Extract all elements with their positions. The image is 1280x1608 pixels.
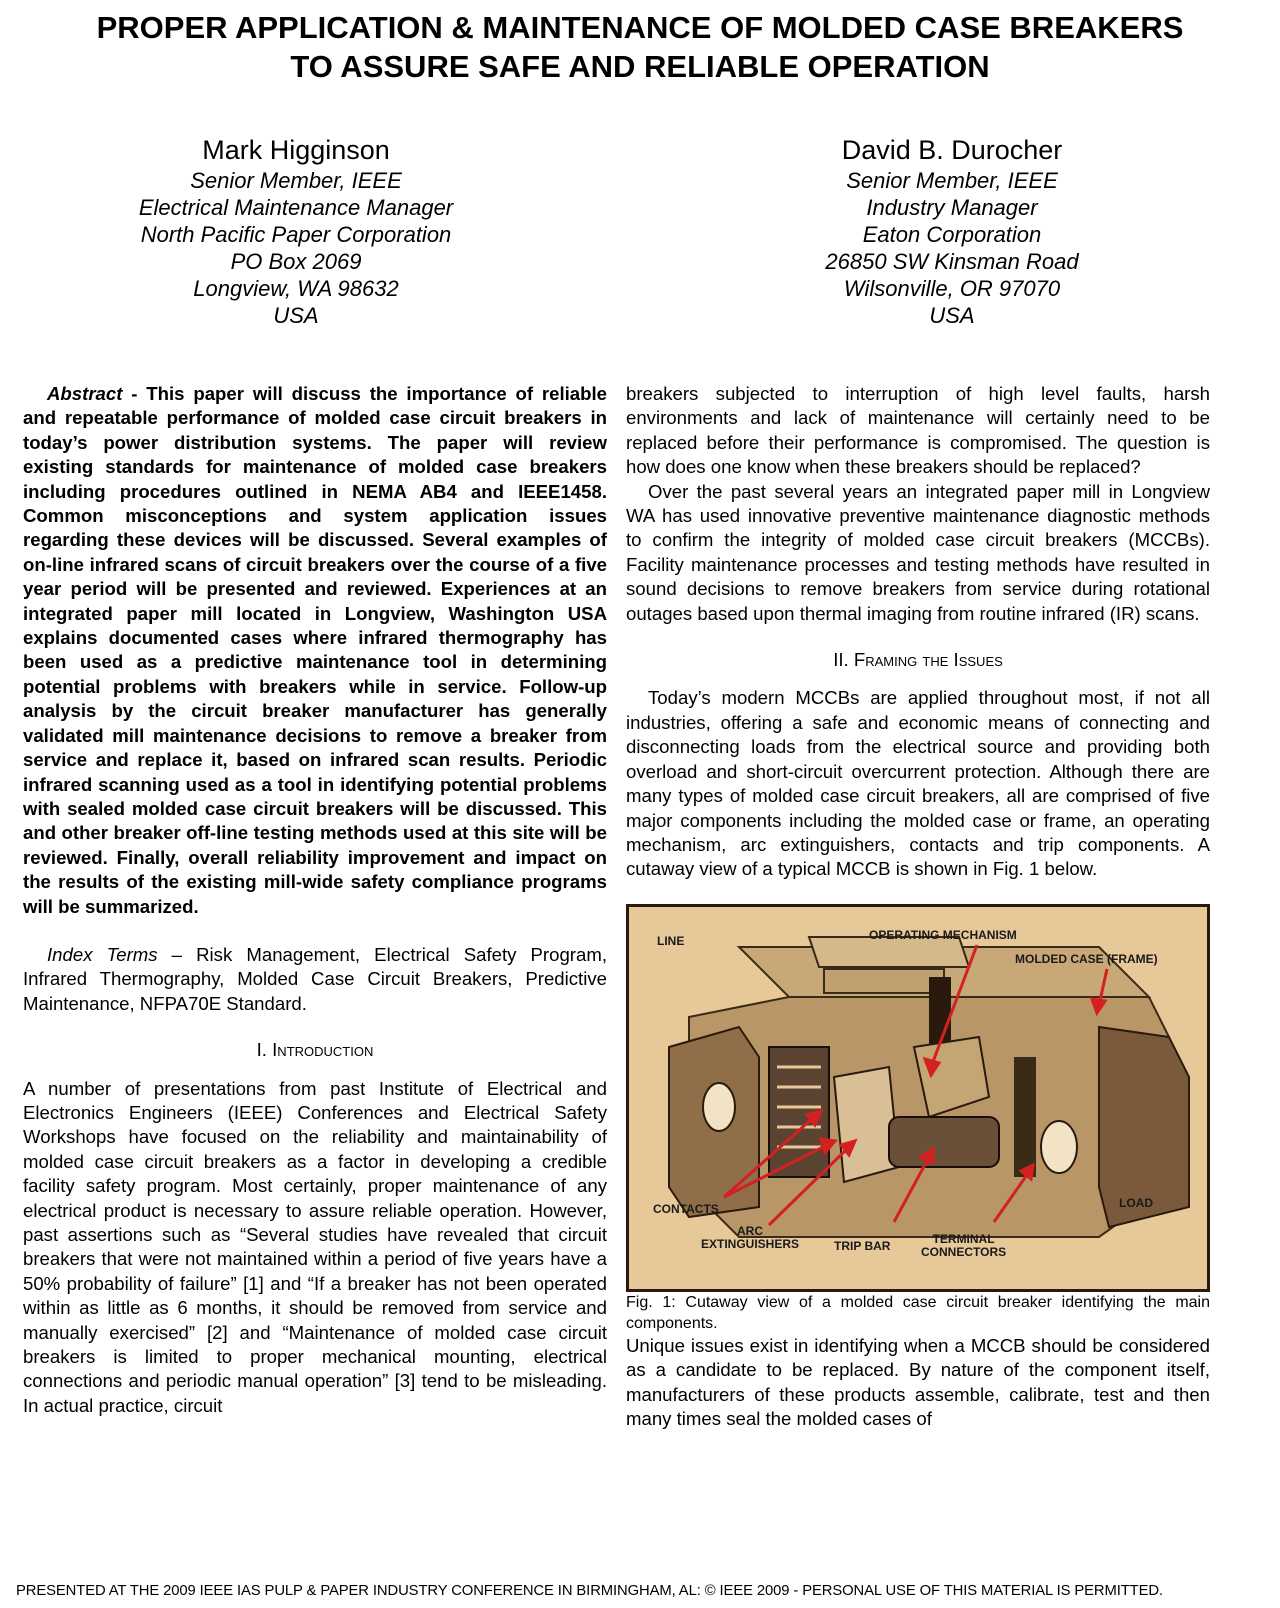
section-number: II. <box>833 649 854 671</box>
abstract-label: Abstract <box>47 383 123 404</box>
label-load: LOAD <box>1119 1195 1153 1210</box>
unique-issues-paragraph: Unique issues exist in identifying when a MCCB should be considered as a candidate to be replaced. By nature of the component itself, manufacturers of these products assemble, calibrate, test and then many times seal the molded cases of <box>626 1334 1210 1429</box>
label-line: LINE <box>657 933 685 948</box>
section-number: I. <box>256 1039 273 1061</box>
section-heading-framing <box>626 648 1210 672</box>
label-operating-mechanism: OPERATING MECHANISM <box>869 927 1017 942</box>
introduction-paragraph: A number of presentations from past Institute of Electrical and Electronics Engineers (IEEE) Conferences and Electrical Safety Workshops have focused on the reliability and maintainability of molded case circuit breakers as a factor in developing a credible facility safety program. Most certainly, proper maintenance of any electrical product is necessary to assure reliable operation. However, past assertions such as “Several studies have revealed that circuit breakers that were not maintained within a period of five years have a 50% probability of failure” [1] and “If a breaker has not been operated within as little as 6 months, it should be removed from service and manually exercised” [2] and “Maintenance of molded case circuit breakers is limited to proper mechanical mounting, electrical connections and periodic manual operation” [3] tend to be misleading. In actual practice, circuit <box>23 1077 607 1416</box>
author-affiliation-line: USA <box>273 303 319 328</box>
paper-mill-paragraph: Over the past several years an integrated paper mill in Longview WA has used innovative preventive maintenance diagnostic methods to confirm the integrity of molded case circuit breakers (MCCBs). Facility maintenance processes and testing methods have resulted in sound decisions to remove breakers from service during rotational outages based upon thermal imaging from routine infrared (IR) scans. <box>626 480 1210 624</box>
abstract-text: - This paper will discuss the importance of reliable and repeatable performance of molded case circuit breakers in today’s power distribution systems. The paper will review existing standards for maintenance of molded case breakers including procedures outlined in NEMA AB4 and IEEE1458. Common misconceptions and system application issues regarding these devices will be discussed. Several examples of on-line infrared scans of circuit breakers over the course of a five year period will be presented and reviewed. Experiences at an integrated paper mill located in Longview, Washington USA explains documented cases where infrared thermography has been used as a predictive maintenance tool in determining potential problems with breakers while in service. Follow-up analysis by the circuit breaker manufacturer has generally validated mill maintenance decisions to remove a breaker from service and replace it, based on infrared scan results. Periodic infrared scanning used as a tool in identifying potential problems with sealed molded case circuit breakers will be discussed. This and other breaker off-line testing methods used at this site will be reviewed. Finally, overall reliability improvement and impact on the results of the existing mill-wide safety compliance programs will be summarized. <box>23 383 607 917</box>
title-line-1: PROPER APPLICATION & MAINTENANCE OF MOLDED CASE BREAKERS <box>96 10 1184 45</box>
section-heading-introduction <box>23 1038 607 1062</box>
figure-caption: Fig. 1: Cutaway view of a molded case circuit breaker identifying the main components. <box>626 1293 1210 1332</box>
label-trip-bar: TRIP BAR <box>834 1238 891 1253</box>
framing-paragraph: Today’s modern MCCBs are applied throughout most, if not all industries, offering a safe and economic means of connecting and disconnecting loads from the electrical source and providing both overload and short-circuit overcurrent protection. Although there are many types of molded case circuit breakers, all are comprised of five major components including the molded case or frame, an operating mechanism, arc extinguishers, contacts and trip components. A cutaway view of a typical MCCB is shown in Fig. 1 below. <box>626 687 1210 880</box>
label-contacts: CONTACTS <box>653 1201 719 1216</box>
author-affiliation-line: Senior Member, IEEE <box>846 168 1058 193</box>
author-affiliation-line: USA <box>929 303 975 328</box>
author-affiliation-line: Senior Member, IEEE <box>190 168 402 193</box>
abstract <box>23 382 607 919</box>
author-block-2 <box>702 134 1202 329</box>
left-column <box>23 382 607 1418</box>
conference-footer: PRESENTED AT THE 2009 IEEE IAS PULP & PAPER INDUSTRY CONFERENCE IN BIRMINGHAM, AL: © IEEE 2009 - PERSONAL USE OF THIS MATERIAL IS PERMITTED. <box>16 1583 1163 1599</box>
label-arc-extinguishers <box>701 1225 799 1251</box>
section-title: Framing the Issues <box>853 649 1003 671</box>
author-affiliation-line: 26850 SW Kinsman Road <box>825 249 1079 274</box>
label-arc-line1: ARC <box>737 1223 763 1238</box>
author-affiliation-line: Industry Manager <box>866 195 1038 220</box>
index-terms-text: – Risk Management, Electrical Safety Program, Infrared Thermography, Molded Case Circuit Breakers, Predictive Maintenance, NFPA70E Standard. <box>23 943 607 1014</box>
author-name: Mark Higginson <box>202 135 390 165</box>
label-terminal-line1: TERMINAL <box>932 1231 995 1246</box>
figure-1-breaker-cutaway <box>626 904 1210 1292</box>
label-arc-line2: EXTINGUISHERS <box>701 1236 800 1251</box>
index-terms-label: Index Terms <box>47 943 158 965</box>
section-title: Introduction <box>272 1039 374 1061</box>
author-affiliation-line: North Pacific Paper Corporation <box>140 222 452 247</box>
author-affiliation-line: Electrical Maintenance Manager <box>138 195 454 220</box>
author-name: David B. Durocher <box>841 135 1063 165</box>
continued-paragraph: breakers subjected to interruption of high level faults, harsh environments and lack of maintenance will certainly need to be replaced before their performance is compromised. The question is how does one know when these breakers should be replaced? <box>626 383 1210 478</box>
author-affiliation-line: Longview, WA 98632 <box>193 276 399 301</box>
paper-title <box>0 8 1280 86</box>
index-terms <box>23 943 607 1016</box>
author-affiliation-line: Eaton Corporation <box>862 222 1042 247</box>
right-column <box>626 382 1210 1431</box>
author-affiliation-line: Wilsonville, OR 97070 <box>843 276 1061 301</box>
label-terminal-line2: CONNECTORS <box>921 1244 1007 1259</box>
label-terminal-connectors <box>921 1233 1006 1259</box>
label-molded-case: MOLDED CASE (FRAME) <box>1015 951 1158 966</box>
title-line-2: TO ASSURE SAFE AND RELIABLE OPERATION <box>290 49 990 84</box>
author-block-1 <box>46 134 546 329</box>
author-affiliation-line: PO Box 2069 <box>230 249 362 274</box>
